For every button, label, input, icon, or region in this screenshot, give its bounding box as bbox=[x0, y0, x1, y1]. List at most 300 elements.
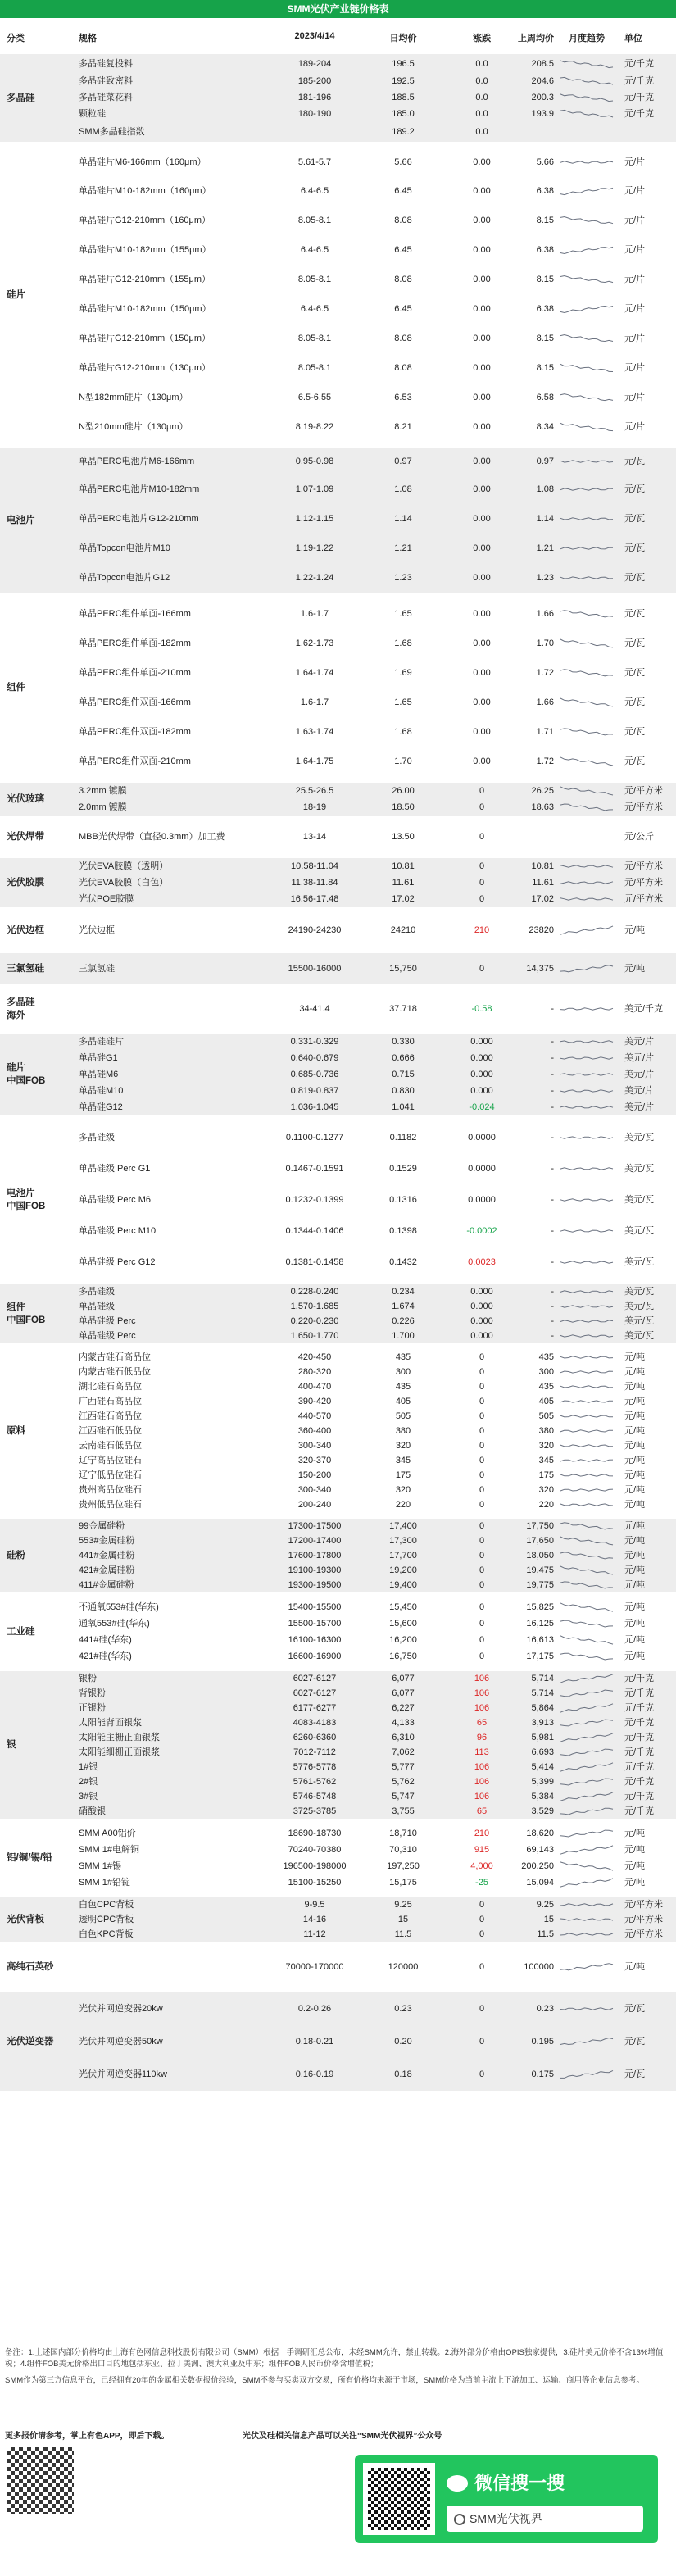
row-range: 18-19 bbox=[302, 802, 327, 812]
row-spec: 不通氧553#硅(华东) bbox=[79, 1602, 159, 1612]
row-spec: 单晶Topcon电池片M10 bbox=[79, 543, 170, 553]
row-avg: 1.68 bbox=[394, 727, 412, 737]
row-avg: 8.08 bbox=[394, 275, 412, 284]
trend-line bbox=[560, 1537, 613, 1545]
row-range: 11-12 bbox=[303, 1929, 326, 1939]
row-change: 0.00 bbox=[473, 668, 491, 678]
section bbox=[0, 599, 676, 776]
row-week-avg: 1.71 bbox=[536, 727, 554, 737]
row-range: 0.1344-0.1406 bbox=[285, 1226, 344, 1236]
row-change: 0.00 bbox=[473, 275, 491, 284]
row-range: 15500-15700 bbox=[288, 1619, 342, 1629]
table-row bbox=[0, 1380, 676, 1393]
row-unit: 元/吨 bbox=[624, 1456, 646, 1465]
row-unit: 美元/瓦 bbox=[624, 1257, 655, 1267]
row-range: 180-190 bbox=[297, 109, 332, 119]
row-change: 0 bbox=[479, 1580, 485, 1590]
row-range: 0.2-0.26 bbox=[297, 2004, 332, 2014]
row-week-avg: 15 bbox=[543, 1915, 554, 1924]
section bbox=[0, 1897, 676, 1942]
row-avg: 185.0 bbox=[392, 109, 415, 119]
row-range: 1.12-1.15 bbox=[295, 514, 334, 524]
row-avg: 0.1432 bbox=[389, 1257, 417, 1267]
row-unit: 美元/瓦 bbox=[624, 1302, 655, 1311]
row-range: 1.22-1.24 bbox=[295, 573, 334, 583]
table-row bbox=[0, 1224, 676, 1238]
trend-line bbox=[560, 77, 613, 84]
row-unit: 元/瓦 bbox=[624, 2004, 646, 2014]
row-week-avg: 69,143 bbox=[526, 1845, 554, 1855]
row-range: 6.4-6.5 bbox=[300, 304, 329, 314]
trend-sparkline bbox=[557, 1579, 616, 1591]
section-name: 组件 中国FOB bbox=[7, 1302, 46, 1325]
row-unit: 元/吨 bbox=[624, 1521, 646, 1531]
table-row bbox=[0, 2002, 676, 2015]
trend-line bbox=[560, 1199, 613, 1201]
table-row bbox=[0, 1633, 676, 1647]
row-unit: 元/吨 bbox=[624, 1619, 646, 1629]
header-avg: 日均价 bbox=[389, 34, 417, 43]
row-unit: 元/平方米 bbox=[624, 861, 664, 871]
trend-sparkline bbox=[557, 1535, 616, 1547]
row-range: 1.6-1.7 bbox=[300, 697, 329, 707]
row-unit: 元/片 bbox=[624, 245, 646, 255]
trend-line bbox=[560, 1430, 613, 1432]
trend-sparkline bbox=[557, 1301, 616, 1312]
row-range: 1.07-1.09 bbox=[295, 484, 334, 494]
trend-line bbox=[560, 698, 613, 706]
table-row bbox=[0, 1790, 676, 1803]
row-week-avg: - bbox=[551, 1302, 554, 1311]
row-week-avg: 1.08 bbox=[536, 484, 554, 494]
row-range: 0.16-0.19 bbox=[295, 2069, 334, 2079]
table-row bbox=[0, 725, 676, 738]
row-change: 106 bbox=[474, 1674, 490, 1683]
trend-sparkline bbox=[557, 456, 616, 467]
row-avg: 6,077 bbox=[392, 1674, 415, 1683]
row-spec: 1#银 bbox=[79, 1762, 98, 1772]
row-spec: 553#金属硅粉 bbox=[79, 1536, 135, 1546]
trend-line bbox=[560, 2008, 613, 2010]
row-spec: 421#金属硅粉 bbox=[79, 1565, 135, 1575]
row-range: 5776-5778 bbox=[293, 1762, 337, 1772]
row-unit: 元/平方米 bbox=[624, 786, 664, 796]
row-change: 0 bbox=[479, 1536, 485, 1546]
trend-sparkline bbox=[557, 1717, 616, 1729]
row-spec: 单晶PERC组件单面-210mm bbox=[79, 668, 191, 678]
row-week-avg: 11.5 bbox=[537, 1929, 554, 1939]
row-avg: 1.65 bbox=[394, 697, 412, 707]
row-week-avg: - bbox=[551, 1195, 554, 1205]
row-avg: 17,400 bbox=[389, 1521, 417, 1531]
row-week-avg: 14,375 bbox=[526, 964, 554, 974]
trend-sparkline bbox=[557, 1396, 616, 1407]
row-spec: 单晶PERC组件单面-182mm bbox=[79, 638, 191, 648]
row-change: 65 bbox=[476, 1806, 488, 1816]
row-range: 0.1467-0.1591 bbox=[285, 1164, 344, 1174]
trend-line bbox=[560, 787, 613, 795]
row-week-avg: 6.38 bbox=[536, 304, 554, 314]
row-change: 0.0000 bbox=[468, 1133, 496, 1143]
row-range: 1.64-1.74 bbox=[295, 668, 334, 678]
table-row bbox=[0, 860, 676, 873]
row-spec: 单晶PERC组件双面-210mm bbox=[79, 756, 191, 766]
row-week-avg: - bbox=[551, 1004, 554, 1014]
row-range: 8.05-8.1 bbox=[297, 216, 332, 225]
row-week-avg: 204.6 bbox=[531, 76, 554, 86]
row-change: 0 bbox=[479, 802, 485, 812]
row-change: 915 bbox=[474, 1845, 490, 1855]
row-avg: 435 bbox=[395, 1382, 411, 1392]
row-range: 400-470 bbox=[297, 1382, 332, 1392]
row-week-avg: 5,714 bbox=[531, 1688, 554, 1698]
row-range: 10.58-11.04 bbox=[291, 861, 338, 871]
row-change: 106 bbox=[474, 1777, 490, 1787]
section bbox=[0, 914, 676, 947]
trend-line bbox=[560, 965, 613, 972]
section-name: 硅片 bbox=[7, 290, 25, 300]
row-range: 34-41.4 bbox=[299, 1004, 330, 1014]
trend-sparkline bbox=[557, 1411, 616, 1422]
trend-sparkline bbox=[557, 877, 616, 888]
row-unit: 元/瓦 bbox=[624, 638, 646, 648]
table-row bbox=[0, 1549, 676, 1562]
trend-sparkline bbox=[557, 1914, 616, 1925]
row-avg: 8.08 bbox=[394, 334, 412, 343]
row-week-avg: 5.66 bbox=[536, 157, 554, 167]
row-range: 15400-15500 bbox=[288, 1602, 342, 1612]
row-avg: 19,400 bbox=[389, 1580, 417, 1590]
trend-line bbox=[560, 1074, 613, 1075]
trend-line bbox=[560, 1474, 613, 1476]
row-avg: 17,700 bbox=[389, 1551, 417, 1561]
table-row bbox=[0, 1084, 676, 1097]
trend-sparkline bbox=[557, 1085, 616, 1097]
row-unit: 美元/片 bbox=[624, 1086, 655, 1096]
table-row bbox=[0, 1898, 676, 1911]
row-week-avg: 23820 bbox=[529, 925, 554, 935]
row-unit: 元/吨 bbox=[624, 1367, 646, 1377]
trend-sparkline bbox=[557, 1565, 616, 1576]
row-avg: 0.1316 bbox=[389, 1195, 417, 1205]
section bbox=[0, 54, 676, 142]
row-unit: 元/吨 bbox=[624, 1845, 646, 1855]
trend-line bbox=[560, 1862, 613, 1870]
row-spec: SMM 1#锡 bbox=[79, 1861, 121, 1871]
row-spec: N型182mm硅片（130μm） bbox=[79, 393, 188, 402]
row-unit: 元/瓦 bbox=[624, 2037, 646, 2047]
row-range: 420-450 bbox=[297, 1352, 332, 1362]
row-change: 0.00 bbox=[473, 756, 491, 766]
row-avg: 196.5 bbox=[392, 58, 415, 69]
trend-line bbox=[560, 1620, 613, 1627]
trend-sparkline bbox=[557, 893, 616, 905]
table-row bbox=[0, 607, 676, 620]
table-row bbox=[0, 830, 676, 843]
trend-line bbox=[560, 1779, 613, 1785]
row-range: 25.5-26.5 bbox=[295, 786, 334, 796]
table-header bbox=[0, 20, 676, 52]
row-week-avg: 26.25 bbox=[531, 786, 554, 796]
trend-sparkline bbox=[557, 1899, 616, 1910]
row-change: 0.00 bbox=[473, 638, 491, 648]
trend-line bbox=[560, 161, 613, 163]
row-change: 0.00 bbox=[473, 457, 491, 466]
trend-sparkline bbox=[557, 1352, 616, 1363]
table-row bbox=[0, 1162, 676, 1175]
row-avg: 0.666 bbox=[392, 1053, 415, 1063]
trend-sparkline bbox=[557, 1791, 616, 1802]
row-change: -0.024 bbox=[469, 1102, 495, 1112]
row-week-avg: 5,414 bbox=[531, 1762, 554, 1772]
trend-sparkline bbox=[557, 925, 616, 936]
row-unit: 元/千克 bbox=[624, 1777, 655, 1787]
row-unit: 元/瓦 bbox=[624, 543, 646, 553]
trend-line bbox=[560, 1603, 613, 1611]
row-range: 280-320 bbox=[297, 1367, 332, 1377]
row-spec: MBB光伏焊带（直径0.3mm）加工费 bbox=[79, 832, 225, 842]
row-week-avg: - bbox=[551, 1133, 554, 1143]
row-spec: 多晶硅级 bbox=[79, 1287, 115, 1297]
row-spec: 正银粉 bbox=[79, 1703, 106, 1713]
row-range: 6177-6277 bbox=[293, 1703, 337, 1713]
row-avg: 0.20 bbox=[394, 2037, 412, 2047]
row-unit: 美元/瓦 bbox=[624, 1287, 655, 1297]
row-spec: 背银粉 bbox=[79, 1688, 106, 1698]
trend-line bbox=[560, 1830, 613, 1837]
header-category: 分类 bbox=[7, 34, 25, 43]
section bbox=[0, 991, 676, 1027]
table-row bbox=[0, 332, 676, 345]
trend-line bbox=[560, 1919, 613, 1920]
trend-line bbox=[560, 1386, 613, 1388]
row-unit: 元/吨 bbox=[624, 1397, 646, 1406]
row-avg: 18,710 bbox=[389, 1829, 417, 1838]
row-change: 0 bbox=[479, 1962, 485, 1972]
row-week-avg: 345 bbox=[538, 1456, 554, 1465]
row-unit: 元/千克 bbox=[624, 1792, 655, 1801]
table-row bbox=[0, 1827, 676, 1840]
row-spec: 411#金属硅粉 bbox=[79, 1580, 134, 1590]
table-row bbox=[0, 1617, 676, 1630]
row-range: 181-196 bbox=[297, 93, 332, 102]
trend-line bbox=[560, 1749, 613, 1756]
table-row bbox=[0, 1601, 676, 1614]
trend-line bbox=[560, 188, 613, 194]
notes-disclaimer: 备注：1.上述国内部分价格均由上海有色网信息科技股份有限公司（SMM）根据一手调研汇总公布，未经SMM允许，禁止转载。2.海外部分价格由OPIS独家提供，3.硅片美元价格不含13%增值税；4.组件FOB美元价格出口目的地包括东亚、拉丁美洲、澳大利亚及中东；组件FOB人民币价格含增值税； bbox=[5, 2348, 664, 2369]
trend-line bbox=[560, 307, 613, 313]
section-name: 原料 bbox=[7, 1426, 25, 1436]
row-avg: 1.14 bbox=[394, 514, 412, 524]
row-unit: 元/平方米 bbox=[624, 878, 664, 888]
row-range: 19300-19500 bbox=[288, 1580, 342, 1590]
row-range: 1.63-1.74 bbox=[295, 727, 334, 737]
trend-line bbox=[560, 276, 613, 283]
row-range: 8.05-8.1 bbox=[297, 363, 332, 373]
trend-sparkline bbox=[557, 2003, 616, 2015]
trend-sparkline bbox=[557, 697, 616, 708]
row-spec: 单晶硅片G12-210mm（130μm） bbox=[79, 363, 211, 373]
trend-line bbox=[560, 611, 613, 617]
trend-sparkline bbox=[557, 333, 616, 344]
row-week-avg: 15,094 bbox=[526, 1878, 554, 1888]
row-spec: 单晶硅级 Perc G12 bbox=[79, 1257, 156, 1267]
row-change: 0.000 bbox=[470, 1302, 493, 1311]
table-row bbox=[0, 1534, 676, 1547]
trend-sparkline bbox=[557, 513, 616, 525]
table-row bbox=[0, 512, 676, 525]
row-week-avg: - bbox=[551, 1053, 554, 1063]
row-week-avg: - bbox=[551, 1226, 554, 1236]
row-change: 0.0 bbox=[475, 127, 488, 137]
table-row bbox=[0, 1002, 676, 1015]
row-avg: 19,200 bbox=[389, 1565, 417, 1575]
trend-sparkline bbox=[557, 1330, 616, 1342]
row-spec: 贵州低品位硅石 bbox=[79, 1500, 142, 1510]
section-name: 三氯氢硅 bbox=[7, 964, 44, 974]
row-spec: 单晶硅G1 bbox=[79, 1053, 118, 1063]
table-row bbox=[0, 1193, 676, 1206]
row-spec: 内蒙古硅石低品位 bbox=[79, 1367, 151, 1377]
row-week-avg: 6.38 bbox=[536, 186, 554, 196]
row-change: 0.00 bbox=[473, 697, 491, 707]
trend-line bbox=[560, 394, 613, 401]
row-change: 0 bbox=[479, 1635, 485, 1645]
section bbox=[0, 953, 676, 984]
row-spec: 光伏并网逆变器50kw bbox=[79, 2037, 163, 2047]
row-week-avg: 208.5 bbox=[531, 58, 554, 69]
row-change: 0.00 bbox=[473, 573, 491, 583]
row-week-avg: 17,750 bbox=[526, 1521, 554, 1531]
row-change: 0 bbox=[479, 1441, 485, 1451]
row-change: 113 bbox=[474, 1747, 489, 1757]
row-change: 0 bbox=[479, 2069, 485, 2079]
row-unit: 元/吨 bbox=[624, 1352, 646, 1362]
row-week-avg: 5,399 bbox=[531, 1777, 554, 1787]
row-week-avg: 10.81 bbox=[531, 861, 554, 871]
trend-sparkline bbox=[557, 484, 616, 495]
row-spec: 光伏并网逆变器110kw bbox=[79, 2069, 167, 2079]
row-range: 390-420 bbox=[297, 1397, 332, 1406]
trend-line bbox=[560, 1523, 613, 1529]
row-change: 0 bbox=[479, 894, 485, 904]
trend-line bbox=[560, 1792, 613, 1801]
header-spec: 规格 bbox=[79, 34, 97, 43]
trend-sparkline bbox=[557, 92, 616, 103]
header-trend: 月度趋势 bbox=[569, 34, 605, 43]
trend-line bbox=[560, 804, 613, 811]
row-avg: 9.25 bbox=[394, 1900, 412, 1910]
trend-sparkline bbox=[557, 1688, 616, 1699]
section bbox=[0, 148, 676, 442]
row-range: 1.64-1.75 bbox=[295, 756, 334, 766]
section-name: 铝/铜/锡/铅 bbox=[7, 1853, 52, 1863]
trend-line bbox=[560, 1335, 613, 1337]
row-change: 0.00 bbox=[473, 216, 491, 225]
row-change: 0 bbox=[479, 878, 485, 888]
row-week-avg: - bbox=[551, 1037, 554, 1047]
table-row bbox=[0, 1329, 676, 1343]
row-spec: 通氧553#硅(华东) bbox=[79, 1619, 150, 1629]
row-avg: 6,227 bbox=[392, 1703, 415, 1713]
trend-sparkline bbox=[557, 1069, 616, 1080]
row-range: 1.036-1.045 bbox=[290, 1102, 339, 1112]
row-avg: 0.1398 bbox=[389, 1226, 417, 1236]
row-range: 300-340 bbox=[297, 1441, 332, 1451]
trend-line bbox=[560, 1552, 613, 1559]
trend-line bbox=[560, 1763, 613, 1771]
table-row bbox=[0, 57, 676, 70]
trend-sparkline bbox=[557, 1470, 616, 1481]
row-change: 0.000 bbox=[470, 1316, 493, 1326]
row-week-avg: 175 bbox=[538, 1470, 554, 1480]
row-unit: 元/吨 bbox=[624, 1551, 646, 1561]
trend-sparkline bbox=[557, 1961, 616, 1973]
row-unit: 元/吨 bbox=[624, 1962, 646, 1972]
row-spec: 单晶Topcon电池片G12 bbox=[79, 573, 170, 583]
row-spec: 硝酸银 bbox=[79, 1806, 106, 1816]
row-avg: 6.53 bbox=[394, 393, 412, 402]
table-row bbox=[0, 2035, 676, 2048]
row-week-avg: 405 bbox=[538, 1397, 554, 1406]
row-unit: 元/吨 bbox=[624, 1651, 646, 1661]
row-unit: 元/吨 bbox=[624, 1580, 646, 1590]
row-range: 15100-15250 bbox=[288, 1878, 342, 1888]
row-unit: 元/片 bbox=[624, 304, 646, 314]
row-unit: 元/千克 bbox=[624, 93, 655, 102]
wechat-icon bbox=[447, 2475, 468, 2492]
table-row bbox=[0, 1068, 676, 1081]
trend-sparkline bbox=[557, 215, 616, 226]
row-range: 17300-17500 bbox=[288, 1521, 342, 1531]
row-spec: 单晶硅级 bbox=[79, 1302, 115, 1311]
row-range: 19100-19300 bbox=[288, 1565, 342, 1575]
section-name: 光伏背板 bbox=[7, 1915, 44, 1924]
row-unit: 元/瓦 bbox=[624, 697, 646, 707]
row-spec: 单晶PERC组件单面-166mm bbox=[79, 609, 191, 619]
row-range: 7012-7112 bbox=[293, 1747, 336, 1757]
price-table bbox=[0, 52, 676, 2339]
row-unit: 美元/千克 bbox=[624, 1004, 664, 1014]
row-week-avg: 11.61 bbox=[532, 878, 554, 888]
row-range: 17600-17800 bbox=[288, 1551, 342, 1561]
row-avg: 70,310 bbox=[389, 1845, 417, 1855]
row-spec: 湖北硅石高品位 bbox=[79, 1382, 142, 1392]
trend-sparkline bbox=[557, 421, 616, 433]
row-avg: 0.226 bbox=[392, 1316, 415, 1326]
row-unit: 元/吨 bbox=[624, 1470, 646, 1480]
row-avg: 5,762 bbox=[392, 1777, 415, 1787]
row-spec: 441#金属硅粉 bbox=[79, 1551, 135, 1561]
trend-sparkline bbox=[557, 638, 616, 649]
row-avg: 6,077 bbox=[392, 1688, 415, 1698]
row-spec: 单晶PERC组件双面-166mm bbox=[79, 697, 191, 707]
row-avg: 37.718 bbox=[389, 1004, 417, 1014]
wechat-search-box bbox=[447, 2506, 643, 2532]
row-range: 3725-3785 bbox=[293, 1806, 337, 1816]
table-row bbox=[0, 1256, 676, 1269]
trend-sparkline bbox=[557, 1003, 616, 1015]
row-change: 0 bbox=[479, 1367, 485, 1377]
table-row bbox=[0, 924, 676, 937]
row-change: 0 bbox=[479, 861, 485, 871]
trend-sparkline bbox=[557, 274, 616, 285]
row-week-avg: 0.97 bbox=[536, 457, 554, 466]
table-row bbox=[0, 1052, 676, 1065]
row-change: 0 bbox=[479, 1500, 485, 1510]
row-avg: 320 bbox=[395, 1485, 411, 1495]
row-avg: 0.18 bbox=[394, 2069, 412, 2079]
